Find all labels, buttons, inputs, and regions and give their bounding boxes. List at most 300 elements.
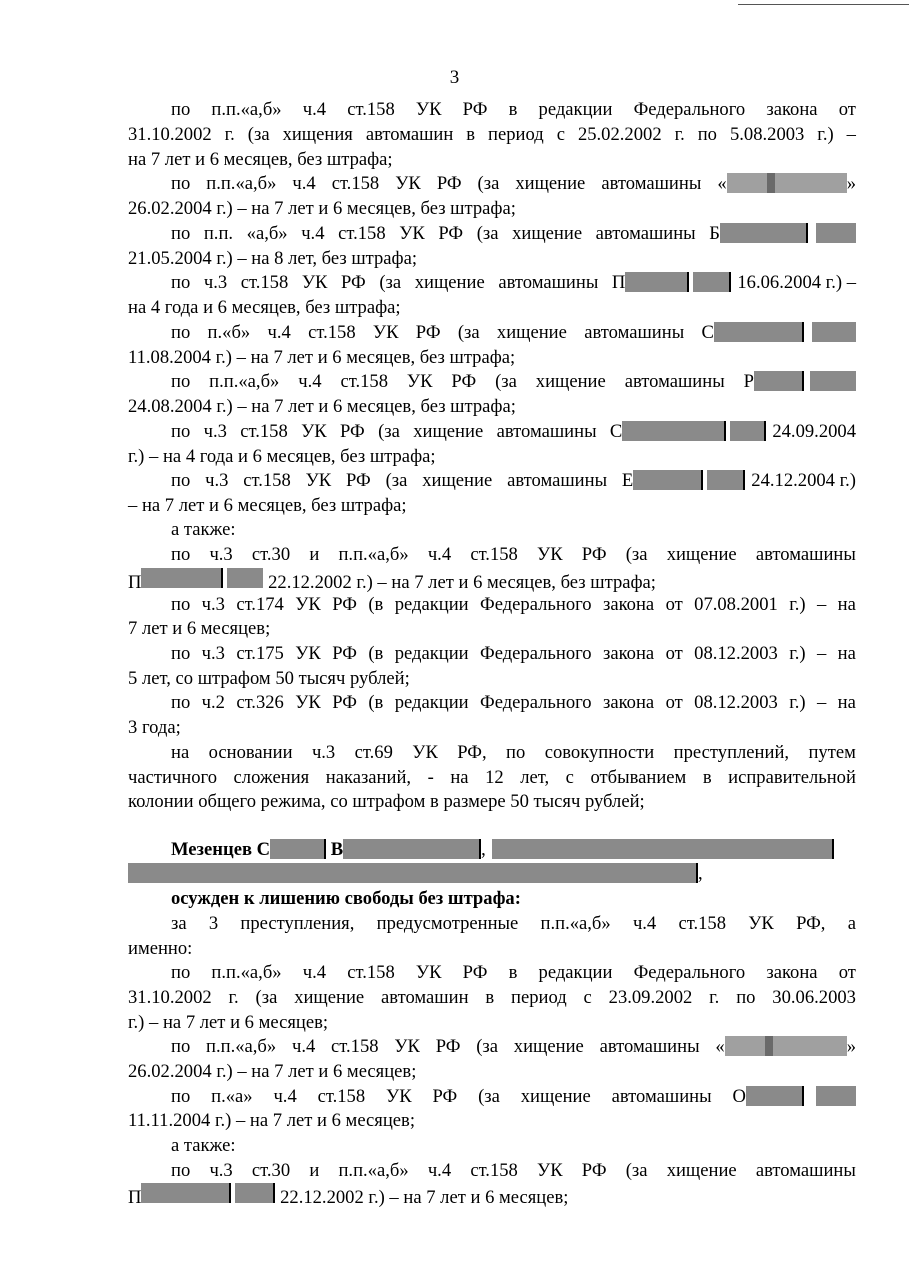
word: в [508, 962, 518, 983]
word: по [736, 987, 756, 1008]
word: на [837, 692, 856, 713]
word: и [309, 544, 320, 565]
word: РФ [451, 371, 477, 392]
word: (за [478, 1086, 500, 1107]
word: РФ, [796, 913, 826, 934]
person-name-line [128, 838, 856, 862]
word: ч.4 [301, 223, 325, 244]
word: ч.3 [201, 594, 225, 615]
redaction-block [746, 1085, 856, 1109]
word: ч.4 [427, 1160, 452, 1181]
word: совокупности [544, 742, 655, 763]
text-segment: П [128, 1187, 142, 1208]
word: УК [305, 470, 332, 491]
word: г. [674, 124, 685, 145]
word: (в [368, 643, 384, 664]
person-name: Мезенцев С [171, 839, 271, 860]
word: ч.3 [201, 643, 225, 664]
text-segment [171, 321, 714, 345]
word: Федерального [633, 99, 746, 120]
word: автомашины [584, 322, 685, 343]
text-line [128, 568, 856, 592]
word: с [583, 987, 592, 1008]
word: ст.30 [251, 1160, 291, 1181]
word: по [171, 544, 191, 565]
text-line: – на 7 лет и 6 месяцев, без штрафа; [128, 495, 407, 516]
word: РФ [415, 322, 441, 343]
word: ст.158 [240, 421, 288, 442]
text-line: 11.08.2004 г.) – на 7 лет и 6 месяцев, без штрафа; [128, 347, 516, 368]
word: по [171, 272, 191, 293]
word: преступления, [240, 913, 355, 934]
word: РФ [332, 594, 357, 615]
word: п.п.«а,б» [209, 371, 280, 392]
word: ч.4 [298, 371, 322, 392]
text-line: именно: [128, 938, 193, 959]
text-segment [171, 370, 754, 394]
word: РФ [346, 470, 371, 491]
word: (за [247, 124, 270, 145]
word: ч.3 [203, 421, 227, 442]
word: - [427, 767, 434, 788]
word: хищение [294, 987, 365, 1008]
word: УК [415, 99, 442, 120]
word: ч.4 [302, 962, 327, 983]
word: исправительной [728, 767, 856, 788]
word: 07.08.2001 [694, 594, 778, 615]
word: О [732, 1086, 746, 1107]
word: автомашины [496, 421, 597, 442]
word: (в [368, 692, 384, 713]
word: автомашины [498, 272, 599, 293]
word: УК [295, 594, 321, 615]
word: путем [808, 742, 856, 763]
word: ч.3 [203, 272, 228, 293]
text-segment: , [698, 863, 703, 884]
word: УК [537, 544, 563, 565]
word: 23.09.2002 [608, 987, 693, 1008]
text-line [128, 593, 856, 617]
word: хищение [666, 1160, 737, 1181]
text-line [128, 766, 856, 790]
word: С [701, 322, 714, 343]
word: Федерального [480, 594, 592, 615]
text-line [128, 642, 856, 666]
word: ч.3 [209, 1160, 233, 1181]
word: РФ [332, 643, 357, 664]
text-segment [171, 469, 633, 493]
text-line: г.) – на 4 года и 6 месяцев, без штрафа; [128, 446, 436, 467]
word: (за [625, 544, 648, 565]
word: РФ, [457, 742, 487, 763]
word: г.) [817, 124, 834, 145]
word: 08.12.2003 [694, 643, 778, 664]
word: УК [301, 421, 327, 442]
word: ч.4 [291, 1036, 316, 1057]
word: ч.4 [302, 99, 327, 120]
word: 5.08.2003 [729, 124, 805, 145]
word: п.п.«а,б» [338, 1160, 409, 1181]
word: УК [295, 643, 321, 664]
redaction-block [622, 420, 766, 444]
word: (за [476, 223, 499, 244]
text-line: 5 лет, со штрафом 50 тысяч рублей; [128, 668, 410, 689]
text-line [128, 543, 856, 567]
text-line: колонии общего режима, со штрафом в размере 50 тысяч рублей; [128, 791, 645, 812]
word: « [717, 173, 727, 194]
word: (за [457, 322, 480, 343]
word: ст.158 [678, 913, 727, 934]
word: Б [709, 223, 720, 244]
word: Федерального [480, 692, 592, 713]
word: период [511, 987, 567, 1008]
word: ч.4 [427, 544, 452, 565]
text-line [128, 1159, 856, 1183]
word: на [837, 594, 856, 615]
word: 12 [485, 767, 504, 788]
word: на [171, 742, 190, 763]
word: (за [495, 371, 517, 392]
text-segment [171, 222, 720, 246]
word: по [171, 322, 191, 343]
word: сложения [233, 767, 310, 788]
redaction-block [725, 1035, 847, 1059]
text-line: 21.05.2004 г.) – на 8 лет, без штрафа; [128, 248, 418, 269]
word: преступлений, [673, 742, 790, 763]
word: УК [748, 913, 774, 934]
text-line [128, 1035, 856, 1059]
word: по [171, 421, 191, 442]
word: п.п. [203, 223, 234, 244]
word: автомашины [595, 223, 696, 244]
word: ст.30 [251, 544, 291, 565]
word: хищение [535, 371, 606, 392]
section-heading: осужден к лишению свободы без штрафа: [171, 888, 521, 909]
word: ст.158 [240, 272, 289, 293]
text-segment: П [128, 572, 142, 593]
text-line: а также: [171, 519, 236, 540]
text-line: 7 лет и 6 месяцев; [128, 618, 271, 639]
word: п.п.«а,б» [338, 544, 409, 565]
word: закона [766, 962, 818, 983]
text-line [128, 370, 856, 394]
word: по [171, 594, 191, 615]
text-segment: » [846, 173, 856, 194]
word: УК [415, 962, 442, 983]
word: с [556, 124, 565, 145]
word: по [506, 742, 526, 763]
text-segment: 24.09.2004 [772, 421, 856, 442]
text-line [128, 271, 856, 295]
word: закона [766, 99, 818, 120]
redaction-block [141, 1183, 275, 1203]
word: редакции [394, 594, 469, 615]
word: ч.4 [292, 173, 316, 194]
word: а [847, 913, 856, 934]
text-line: 24.08.2004 г.) – на 7 лет и 6 месяцев, без штрафа; [128, 396, 516, 417]
word: автомашин [381, 987, 469, 1008]
word: УК [395, 173, 421, 194]
word: по [171, 643, 191, 664]
word: от [838, 962, 856, 983]
word: наказаний, [325, 767, 412, 788]
word: Федерального [480, 643, 592, 664]
text-line [128, 691, 856, 715]
word: по [697, 124, 717, 145]
text-line [128, 321, 856, 345]
word: ст.158 [331, 1036, 379, 1057]
word: по [171, 1036, 191, 1057]
text-line: 3 года; [128, 717, 181, 738]
page-number: 3 [449, 67, 460, 88]
word: ст.158 [338, 223, 386, 244]
word: (за [625, 1160, 648, 1181]
word: хищения [282, 124, 353, 145]
word: п.п.«а,б» [206, 1036, 277, 1057]
word: УК [301, 272, 328, 293]
text-line [128, 1183, 856, 1207]
word: хищение [422, 470, 493, 491]
word: РФ [432, 1086, 458, 1107]
text-line [128, 98, 856, 122]
word: – [816, 643, 827, 664]
word: хищение [413, 421, 484, 442]
word: ч.3 [209, 544, 233, 565]
word: – [816, 594, 827, 615]
text-line [128, 469, 856, 493]
word: ч.3 [311, 742, 336, 763]
word: ст.158 [317, 1086, 366, 1107]
text-segment: » [846, 1036, 856, 1057]
word: УК [372, 322, 399, 343]
text-segment: 16.06.2004 г.) – [737, 272, 856, 293]
word: РФ [438, 223, 464, 244]
word: г. [709, 987, 720, 1008]
text-line [128, 172, 856, 196]
redaction-block [720, 222, 856, 246]
redaction-block [727, 172, 847, 196]
word: п.п.«а,б» [211, 99, 282, 120]
word: ст.158 [470, 544, 518, 565]
word: РФ [581, 544, 607, 565]
text-segment [171, 1085, 746, 1109]
word: редакции [394, 643, 469, 664]
word: п.п.«а,б» [206, 173, 277, 194]
text-segment: 24.12.2004 г.) [751, 470, 856, 491]
word: УК [537, 1160, 563, 1181]
redaction-block [714, 321, 856, 345]
word: (за [477, 173, 500, 194]
word: Е [621, 470, 634, 491]
word: ст.158 [470, 1160, 518, 1181]
word: по [171, 223, 191, 244]
word: по [171, 173, 191, 194]
word: за [171, 913, 187, 934]
text-line: г.) – на 7 лет и 6 месяцев; [128, 1012, 329, 1033]
word: ч.2 [201, 692, 225, 713]
text-line [128, 912, 856, 936]
word: ст.158 [243, 470, 291, 491]
text-line: 11.11.2004 г.) – на 7 лет и 6 месяцев; [128, 1110, 415, 1131]
text-segment [171, 172, 727, 196]
word: закона [602, 594, 655, 615]
word: автомашины [624, 371, 725, 392]
text-line [128, 986, 856, 1010]
word: хищение [496, 322, 567, 343]
word: закона [602, 692, 655, 713]
word: предусмотренные [376, 913, 519, 934]
word: по [171, 99, 191, 120]
word: на [837, 643, 856, 664]
redaction-block [141, 568, 263, 588]
word: УК [386, 1086, 412, 1107]
word: г.) [789, 692, 806, 713]
word: по [171, 692, 191, 713]
word: (за [379, 272, 402, 293]
word: автомашин [365, 124, 454, 145]
word: ст.174 [236, 594, 284, 615]
word: г.) [789, 643, 806, 664]
word: РФ [435, 1036, 461, 1057]
word: УК [399, 223, 425, 244]
word: закона [602, 643, 655, 664]
word: автомашины [599, 1036, 700, 1057]
text-line [128, 222, 856, 246]
word: 3 [208, 913, 219, 934]
word: РФ [436, 173, 462, 194]
word: автомашины [755, 1160, 856, 1181]
word: (в [368, 594, 384, 615]
word: п.п.«а,б» [211, 962, 282, 983]
redaction-block [633, 469, 745, 493]
text-segment [171, 271, 625, 295]
word: – [816, 692, 827, 713]
text-line [128, 420, 856, 444]
word: Федерального [633, 962, 746, 983]
word: ст.158 [308, 322, 356, 343]
word: 31.10.2002 [128, 124, 212, 145]
text-line [128, 862, 856, 886]
word: 25.02.2002 [577, 124, 662, 145]
word: по [171, 1160, 191, 1181]
word: в [702, 767, 712, 788]
word: (за [255, 987, 278, 1008]
top-rule [738, 4, 909, 5]
word: от [665, 643, 683, 664]
text-line [128, 123, 856, 147]
text-segment: 22.12.2002 г.) – на 7 лет и 6 месяцев, без штрафа; [268, 572, 656, 593]
word: автомашины [507, 470, 608, 491]
text-line [128, 961, 856, 985]
word: хищение [513, 1036, 584, 1057]
word: ч.4 [632, 913, 657, 934]
word: ч.4 [267, 322, 291, 343]
word: (за [476, 1036, 499, 1057]
word: 30.06.2003 [772, 987, 856, 1008]
word: РФ [581, 1160, 607, 1181]
text-segment: , [481, 839, 486, 860]
text-segment [171, 1035, 725, 1059]
redaction-block [625, 271, 731, 295]
word: (за [378, 421, 400, 442]
word: ст.175 [236, 643, 284, 664]
word: редакции [538, 962, 613, 983]
word: ст.158 [347, 962, 395, 983]
word: РФ [462, 99, 488, 120]
word: п.«а» [211, 1086, 253, 1107]
word: УК [295, 692, 321, 713]
word: по [171, 470, 191, 491]
word: «а,б» [246, 223, 288, 244]
word: ст.326 [236, 692, 284, 713]
word: редакции [394, 692, 469, 713]
word: по [171, 962, 191, 983]
text-line [128, 1085, 856, 1109]
word: на [450, 767, 469, 788]
word: п.«б» [207, 322, 251, 343]
word: в [466, 124, 476, 145]
text-line: а также: [171, 1135, 236, 1156]
word: П [611, 272, 626, 293]
text-line: 26.02.2004 г.) – на 7 лет и 6 месяцев; [128, 1061, 417, 1082]
text-line: 26.02.2004 г.) – на 7 лет и 6 месяцев, без штрафа; [128, 198, 516, 219]
word: по [171, 1086, 191, 1107]
word: РФ [462, 962, 488, 983]
text-segment: В [330, 839, 344, 860]
word: г.) [789, 594, 806, 615]
text-line [128, 741, 856, 765]
word: г. [228, 987, 239, 1008]
word: в [508, 99, 518, 120]
word: 08.12.2003 [694, 692, 778, 713]
word: редакции [538, 99, 613, 120]
word: 31.10.2002 [128, 987, 212, 1008]
word: – [846, 124, 856, 145]
word: от [665, 594, 683, 615]
word: РФ [341, 272, 366, 293]
word: частичного [128, 767, 217, 788]
word: хищение [666, 544, 737, 565]
word: ч.4 [273, 1086, 297, 1107]
word: С [609, 421, 623, 442]
word: период [488, 124, 544, 145]
word: от [665, 692, 683, 713]
word: п.п.«а,б» [540, 913, 611, 934]
word: ст.158 [347, 99, 395, 120]
word: хищение [414, 272, 485, 293]
word: (за [385, 470, 408, 491]
word: хищение [512, 223, 583, 244]
redaction-block [754, 370, 856, 394]
text-segment: 22.12.2002 г.) – на 7 лет и 6 месяцев; [280, 1187, 569, 1208]
word: ч.3 [205, 470, 229, 491]
text-line: на 4 года и 6 месяцев, без штрафа; [128, 297, 401, 318]
word: ст.158 [331, 173, 380, 194]
word: ст.158 [340, 371, 388, 392]
word: хищение [520, 1086, 591, 1107]
word: с [565, 767, 574, 788]
word: автомашины [601, 173, 702, 194]
word: автомашины [755, 544, 856, 565]
word: и [309, 1160, 320, 1181]
text-line: на 7 лет и 6 месяцев, без штрафа; [128, 149, 393, 170]
word: УК [394, 1036, 420, 1057]
text-segment [171, 420, 622, 444]
word: автомашины [611, 1086, 712, 1107]
word: отбыванием [590, 767, 687, 788]
word: г. [224, 124, 235, 145]
word: хищение [515, 173, 586, 194]
